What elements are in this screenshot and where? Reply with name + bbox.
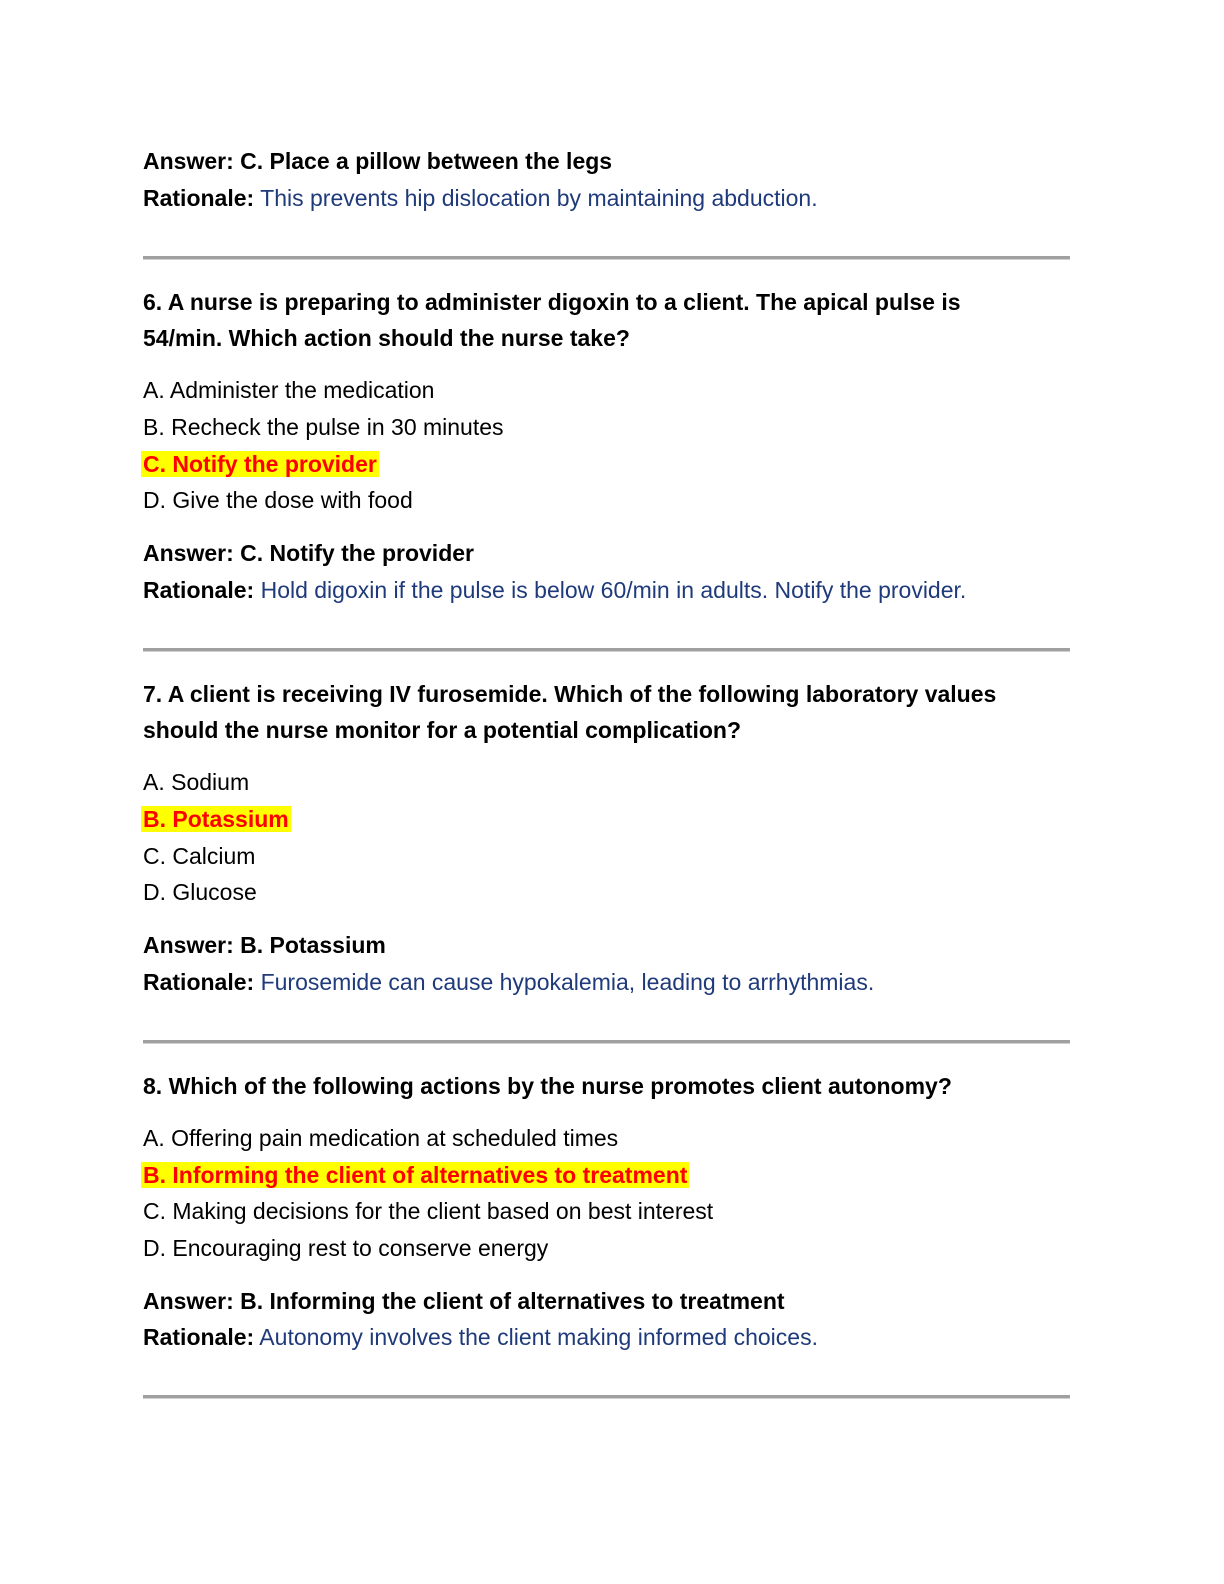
answer-label: Answer: (143, 932, 234, 958)
option-q6-a: A. Administer the medication (143, 377, 435, 403)
rationale-text: Furosemide can cause hypokalemia, leading to arrhythmias. (254, 969, 875, 995)
answer-text: B. Potassium (233, 932, 386, 958)
option-q8-a: A. Offering pain medication at scheduled times (143, 1125, 619, 1151)
question-q6-line2: 54/min. Which action should the nurse take? (143, 325, 630, 351)
highlighted-answer: C. Notify the provider (143, 451, 377, 477)
rationale-label: Rationale: (143, 577, 255, 603)
rationale-label: Rationale: (143, 969, 255, 995)
separator-rule (143, 1395, 1070, 1399)
answer-text: B. Informing the client of alternatives to treatment (233, 1288, 785, 1314)
separator-rule (143, 1040, 1070, 1044)
option-q6-c-correct (143, 449, 379, 479)
question-q6-line1: 6. A nurse is preparing to administer digoxin to a client. The apical pulse is (143, 289, 961, 315)
rationale-label: Rationale: (143, 185, 255, 211)
option-q7-a: A. Sodium (143, 769, 250, 795)
question-q8-line1: 8. Which of the following actions by the nurse promotes client autonomy? (143, 1073, 952, 1099)
answer-q6 (143, 538, 474, 568)
question-q7-line1: 7. A client is receiving IV furosemide. Which of the following laboratory values (143, 681, 997, 707)
answer-q5 (143, 146, 612, 176)
option-q6-d: D. Give the dose with food (143, 487, 413, 513)
rationale-text: Hold digoxin if the pulse is below 60/min in adults. Notify the provider. (254, 577, 967, 603)
separator-rule (143, 256, 1070, 260)
question-q7-line2: should the nurse monitor for a potential complication? (143, 717, 742, 743)
highlighted-answer: B. Informing the client of alternatives to treatment (143, 1162, 688, 1188)
answer-label: Answer: (143, 148, 234, 174)
option-q7-c: C. Calcium (143, 843, 256, 869)
option-q8-d: D. Encouraging rest to conserve energy (143, 1235, 549, 1261)
answer-label: Answer: (143, 1288, 234, 1314)
rationale-label: Rationale: (143, 1324, 255, 1350)
option-q6-b: B. Recheck the pulse in 30 minutes (143, 414, 504, 440)
highlighted-answer: B. Potassium (143, 806, 289, 832)
answer-q7 (143, 930, 386, 960)
option-q8-b-correct (143, 1160, 689, 1190)
answer-q8 (143, 1286, 785, 1316)
separator-rule (143, 648, 1070, 652)
answer-text: C. Place a pillow between the legs (233, 148, 613, 174)
answer-label: Answer: (143, 540, 234, 566)
option-q7-d: D. Glucose (143, 879, 257, 905)
rationale-q8 (143, 1322, 818, 1352)
answer-text: C. Notify the provider (233, 540, 474, 566)
option-q8-c: C. Making decisions for the client based on best interest (143, 1198, 714, 1224)
rationale-text: This prevents hip dislocation by maintaining abduction. (254, 185, 818, 211)
rationale-text: Autonomy involves the client making informed choices. (254, 1324, 818, 1350)
rationale-q5 (143, 183, 818, 213)
rationale-q7 (143, 967, 874, 997)
option-q7-b-correct (143, 804, 291, 834)
rationale-q6 (143, 575, 966, 605)
